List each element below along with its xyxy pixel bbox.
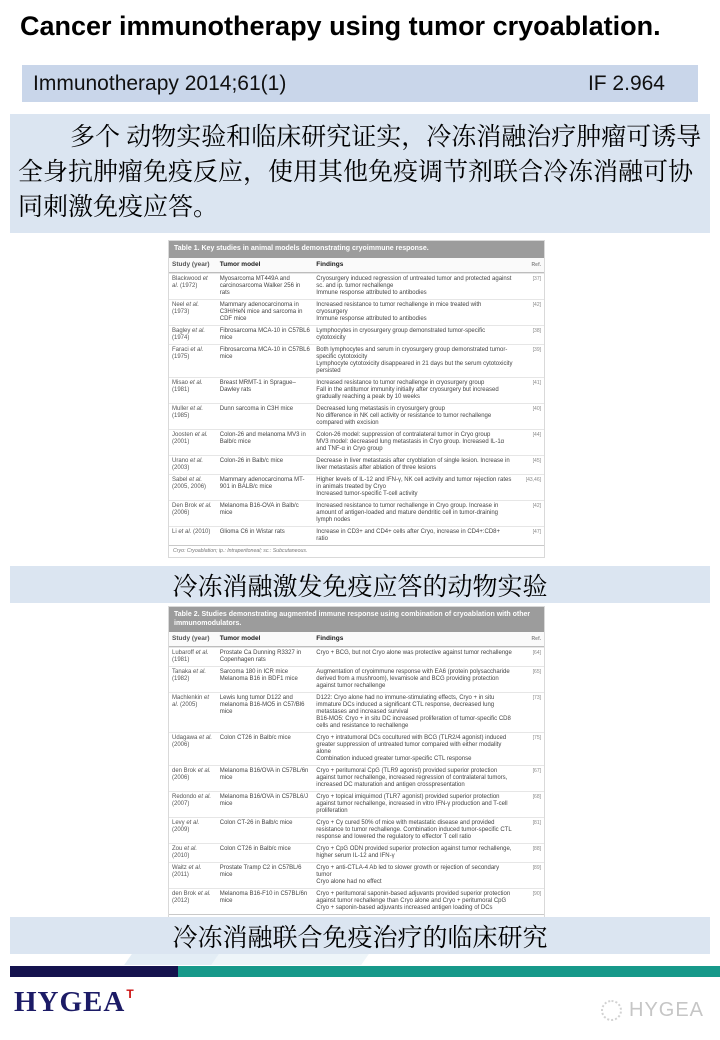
cell-study: Lubaroff et al. (1981) bbox=[172, 650, 209, 663]
cell-ref: [39] bbox=[532, 346, 541, 353]
cell-study: Udagawa et al. (2006) bbox=[172, 735, 213, 748]
caption-text: 冷冻消融激发免疫应答的动物实验 bbox=[172, 573, 548, 601]
cell-ref: [42] bbox=[532, 301, 541, 308]
footer-decor-shape bbox=[211, 954, 369, 965]
cell-study: Den Brok et al. (2006) bbox=[172, 502, 212, 516]
cell-ref: [90] bbox=[532, 891, 541, 897]
cell-tumor-model: Colon CT26 in Balb/c mice bbox=[219, 735, 291, 741]
table-row bbox=[169, 273, 544, 299]
caption-animal-studies bbox=[10, 566, 710, 603]
cell-findings: Higher levels of IL-12 and IFN-γ, NK cell activity and tumor rejection rates in animals treated by Cryo Increased tumor-specific T-cell activity bbox=[316, 476, 512, 497]
cell-findings: Cryo + peritumoral saponin-based adjuvants provided superior protection against tumor rechallenge than Cryo alone and Cryo + peritumoral CpG Cryo + saponin-based adjuvants increased antigen loading of DCs bbox=[316, 891, 511, 911]
hygea-logo bbox=[14, 986, 134, 1019]
cell-ref: [40] bbox=[532, 405, 541, 412]
cell-findings: Decreased lung metastasis in cryosurgery group No difference in NK cell activity or resistance to tumor rechallenge compared with excision bbox=[316, 405, 492, 426]
cell-study: Urano et al. (2003) bbox=[172, 457, 204, 471]
cell-tumor-model: Colon CT26 in Balb/c mice bbox=[219, 846, 291, 852]
cell-study: Tanaka et al. (1982) bbox=[172, 669, 207, 682]
column-header-model: Tumor model bbox=[219, 635, 261, 642]
table-1-footnote: Cryo: Cryoablation; ip.: Intraperitoneal; sc.: Subcutaneous. bbox=[169, 545, 544, 557]
journal-bar bbox=[22, 65, 698, 102]
cell-tumor-model: Melanoma B16-OVA in Balb/c mice bbox=[219, 502, 299, 516]
cell-findings: Augmentation of cryoimmune response with EA6 (protein polysaccharide derived from a mushroom), levamisole and BCG providing protection against tumor rechallenge bbox=[316, 669, 510, 689]
cell-study: den Brok et al. (2012) bbox=[172, 891, 211, 904]
table-2-body bbox=[169, 647, 544, 914]
cell-findings: Increased resistance to tumor rechallenge in cryosurgery group Fall in the antitumor immunity initially after cryosurgery but increased gradually reaching a peak by 10 weeks bbox=[316, 379, 499, 400]
cell-ref: [42] bbox=[532, 502, 541, 509]
cell-findings: Increase in CD3+ and CD4+ cells after Cryo, increase in CD4+:CD8+ ratio bbox=[316, 528, 500, 542]
table-1-header-row bbox=[169, 258, 544, 273]
table-row bbox=[169, 692, 544, 732]
column-header-ref: Ref. bbox=[531, 636, 541, 642]
cell-tumor-model: Mammary adenocarcinoma in C3H/HeN mice and sarcoma in CDF mice bbox=[219, 301, 303, 322]
cell-study: Sabel et al. (2005, 2006) bbox=[172, 476, 207, 490]
table-row bbox=[169, 500, 544, 526]
table-row bbox=[169, 862, 544, 888]
cell-findings: Increased resistance to tumor rechallenge in mice treated with cryosurgery Immune response attributed to antibodies bbox=[316, 301, 482, 322]
cell-findings: Decrease in liver metastasis after cryoblation of single lesion. Increase in liver metastasis after ablation of three lesions bbox=[316, 457, 510, 471]
cell-tumor-model: Dunn sarcoma in C3H mice bbox=[219, 405, 294, 412]
table-2-combination-studies bbox=[168, 606, 545, 927]
table-row bbox=[169, 526, 544, 545]
cell-tumor-model: Colon-26 and melanoma MV3 in Balb/c mice bbox=[219, 431, 306, 445]
table-2-title: Table 2. Studies demonstrating augmented immune response using combination of cryoablation with other immunomodulators. bbox=[169, 607, 544, 632]
table-row bbox=[169, 791, 544, 817]
cell-findings: Cryo + CpG ODN provided superior protection against tumor rechallenge, higher serum IL-12 and IFN-γ bbox=[316, 846, 512, 859]
table-row bbox=[169, 817, 544, 843]
table-row bbox=[169, 843, 544, 862]
table-row bbox=[169, 429, 544, 455]
cell-tumor-model: Fibrosarcoma MCA-10 in C57BL6 mice bbox=[219, 327, 310, 341]
footer-bar-navy bbox=[10, 966, 178, 977]
cell-tumor-model: Colon-26 in Balb/c mice bbox=[219, 457, 284, 464]
cell-ref: [65] bbox=[532, 669, 541, 675]
cell-tumor-model: Prostate Tramp C2 in C57BL/6 mice bbox=[219, 865, 302, 878]
logo-trademark-icon: T bbox=[126, 987, 135, 1001]
cell-tumor-model: Myosarcoma MT449A and carcinosarcoma Walker 256 in rats bbox=[219, 275, 301, 296]
footer-bar-teal bbox=[178, 966, 720, 977]
cell-study: Misao et al. (1981) bbox=[172, 379, 203, 393]
caption-clinical-studies bbox=[10, 917, 710, 954]
cell-findings: Lymphocytes in cryosurgery group demonstrated tumor-specific cytotoxicity bbox=[316, 327, 486, 341]
table-row bbox=[169, 299, 544, 325]
cell-findings: Cryo + anti-CTLA-4 Ab led to slower growth or rejection of secondary tumor Cryo alone had no effect bbox=[316, 865, 500, 885]
table-row bbox=[169, 474, 544, 500]
impact-factor: IF 2.964 bbox=[587, 71, 665, 95]
abstract-paragraph: 多个 动物实验和临床研究证实，冷冻消融治疗肿瘤可诱导全身抗肿瘤免疫反应，使用其他免疫调节剂联合冷冻消融可协同刺激免疫应答。 bbox=[10, 114, 710, 233]
cell-tumor-model: Breast MRMT-1 in Sprague–Dawley rats bbox=[219, 379, 296, 393]
table-1-title: Table 1. Key studies in animal models demonstrating cryoimmune response. bbox=[169, 241, 544, 258]
column-header-study: Study (year) bbox=[172, 635, 210, 642]
table-row bbox=[169, 765, 544, 791]
column-header-findings: Findings bbox=[316, 635, 344, 642]
cell-study: Joosten et al. (2001) bbox=[172, 431, 208, 445]
cell-tumor-model: Colon CT-26 in Balb/c mice bbox=[219, 820, 293, 826]
watermark bbox=[601, 999, 704, 1022]
cell-ref: [88] bbox=[532, 846, 541, 852]
cell-tumor-model: Sarcoma 180 in ICR mice Melanoma B16 in BDF1 mice bbox=[219, 669, 298, 682]
cell-ref: [89] bbox=[532, 865, 541, 871]
cell-ref: [47] bbox=[532, 528, 541, 535]
cell-ref: [38] bbox=[532, 327, 541, 334]
cell-ref: [81] bbox=[532, 820, 541, 826]
table-row bbox=[169, 647, 544, 666]
cell-ref: [41] bbox=[532, 379, 541, 386]
cell-ref: [67] bbox=[532, 768, 541, 774]
table-row bbox=[169, 325, 544, 344]
cell-tumor-model: Prostate Ca Dunning R3327 in Copenhagen rats bbox=[219, 650, 302, 663]
hygea-logo-text: HYGEA bbox=[14, 986, 126, 1018]
cell-findings: D122: Cryo alone had no immune-stimulating effects, Cryo + in situ immature DCs induced a significant CTL response, decreased lung metastases and increased survival B16-MO5: Cryo + in situ DC increased proliferation of tumor-specific CD8 cells and resistance to rechallenge bbox=[316, 695, 511, 729]
cell-study: Waitz et al. (2011) bbox=[172, 865, 202, 878]
cell-study: Neel et al. (1973) bbox=[172, 301, 200, 315]
cell-tumor-model: Melanoma B16/OVA in C57BL/6n mice bbox=[219, 768, 309, 781]
table-row bbox=[169, 732, 544, 765]
cell-tumor-model: Mammary adenocarcinoma MT-901 in BALB/c mice bbox=[219, 476, 305, 490]
cell-findings: Cryo + peritumoral CpG (TLR9 agonist) provided superior protection against tumor rechallenge, increased regression of contralateral tumors, increased DC maturation and antigen crosspresentation bbox=[316, 768, 508, 788]
column-header-study: Study (year) bbox=[172, 260, 210, 268]
table-row bbox=[169, 455, 544, 474]
cell-ref: [73] bbox=[532, 695, 541, 701]
column-header-ref: Ref. bbox=[531, 261, 541, 268]
cell-study: Bagley et al. (1974) bbox=[172, 327, 206, 341]
cell-study: Redondo et al. (2007) bbox=[172, 794, 212, 807]
cell-findings: Cryo + BCG, but not Cryo alone was protective against tumor rechallenge bbox=[316, 650, 512, 656]
cell-findings: Cryo + intratumoral DCs cocultured with BCG (TLR2/4 agonist) induced greater suppression of untreated tumor compared with either modality alone Combination induced greater tumor-specific CTL response bbox=[316, 735, 507, 762]
cell-study: Faraci et al. (1975) bbox=[172, 346, 204, 360]
cell-study: Muller et al. (1985) bbox=[172, 405, 204, 419]
snowflake-circle-icon bbox=[601, 1000, 622, 1021]
table-1-body bbox=[169, 273, 544, 545]
column-header-findings: Findings bbox=[316, 260, 344, 268]
cell-study: den Brok et al. (2006) bbox=[172, 768, 211, 781]
cell-ref: [44] bbox=[532, 431, 541, 438]
table-row bbox=[169, 377, 544, 403]
page-title: Cancer immunotherapy using tumor cryoablation. bbox=[20, 11, 661, 41]
cell-tumor-model: Melanoma B16-F10 in C57BL/6n mice bbox=[219, 891, 308, 904]
table-row bbox=[169, 344, 544, 377]
table-2-header-row bbox=[169, 632, 544, 647]
table-row bbox=[169, 888, 544, 914]
watermark-text: HYGEA bbox=[629, 999, 705, 1021]
table-row bbox=[169, 666, 544, 692]
cell-ref: [64] bbox=[532, 650, 541, 656]
table-1-animal-studies bbox=[168, 240, 545, 558]
cell-study: Levy et al. (2009) bbox=[172, 820, 200, 833]
cell-findings: Cryo + Cy cured 50% of mice with metastatic disease and provided resistance to tumor rechallenge. Combination induced tumor-specific CTL response and lowered the regulatory to effector T cell ratio bbox=[316, 820, 512, 840]
cell-tumor-model: Glioma C6 in Wistar rats bbox=[219, 528, 285, 535]
cell-study: Blackwood et al. (1972) bbox=[172, 275, 208, 289]
cell-findings: Colon-26 model: suppression of contralateral tumor in Cryo group MV3 model: decreased lung metastasis in Cryo group. Increased IL-1α and TNF-α in Cryo group bbox=[316, 431, 505, 452]
table-row bbox=[169, 403, 544, 429]
cell-findings: Increased resistance to tumor rechallenge in Cryo group. Increase in amount of antigen-loaded and mature dendritic cell in tumor-draining lymph nodes bbox=[316, 502, 499, 523]
caption-text: 冷冻消融联合免疫治疗的临床研究 bbox=[172, 924, 548, 952]
cell-ref: [43,46] bbox=[525, 476, 541, 483]
column-header-model: Tumor model bbox=[219, 260, 261, 268]
cell-tumor-model: Melanoma B16/OVA in C57BL6/J mice bbox=[219, 794, 309, 807]
cell-ref: [45] bbox=[532, 457, 541, 464]
journal-citation: Immunotherapy 2014;61(1) bbox=[33, 71, 287, 95]
cell-study: Li et al. (2010) bbox=[172, 528, 211, 535]
cell-ref: [75] bbox=[532, 735, 541, 741]
cell-study: Zou et al. (2010) bbox=[172, 846, 198, 859]
cell-ref: [68] bbox=[532, 794, 541, 800]
cell-tumor-model: Lewis lung tumor D122 and melanoma B16-MO5 in C57/Bl6 mice bbox=[219, 695, 305, 715]
cell-findings: Cryo + topical imiquimod (TLR7 agonist) provided superior protection against tumor rechallenge, increased in vitro IFN-γ production and T-cell proliferation bbox=[316, 794, 508, 814]
cell-findings: Cryosurgery induced regression of untreated tumor and protected against sc. and ip. tumor rechallenge Immune response attributed to antibodies bbox=[316, 275, 512, 296]
cell-study: Machlenkin et al. (2005) bbox=[172, 695, 210, 708]
cell-tumor-model: Fibrosarcoma MCA-10 in C57BL6 mice bbox=[219, 346, 310, 360]
cell-findings: Both lymphocytes and serum in cryosurgery group demonstrated tumor-specific cytotoxicity Lymphocyte cytotoxicity disappeared in 21 days but the serum cytotoxicity persisted bbox=[316, 346, 513, 374]
cell-ref: [37] bbox=[532, 275, 541, 282]
